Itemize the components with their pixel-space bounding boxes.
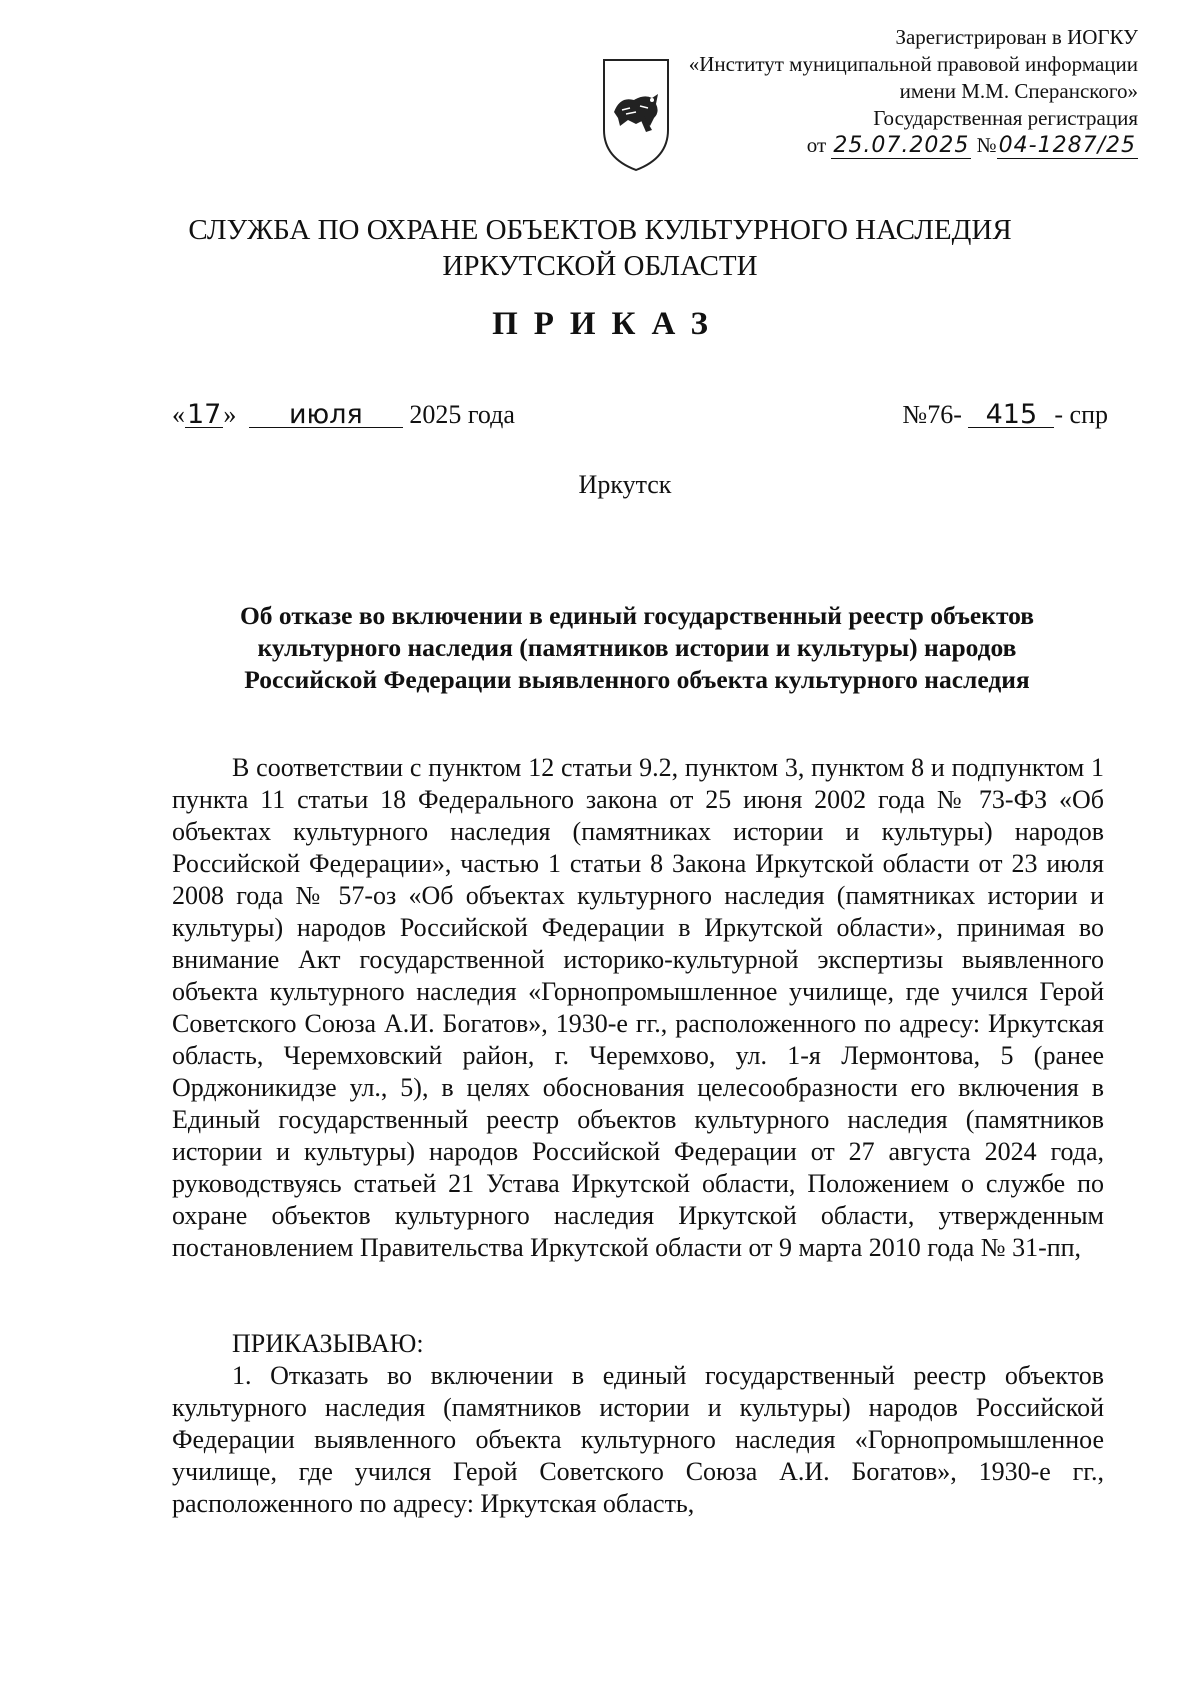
order-item-1: 1. Отказать во включении в единый государственный реестр объектов культурного наследия (памятников истории и культуры) народов Российской Федерации выявленного объекта культурного наследия «Горнопромышленное училище, где учился Герой Советского Союза А.И. Богатов», 1930-е гг., расположенного по адресу: Иркутская область, <box>172 1361 1104 1518</box>
registration-date-line <box>618 132 1138 159</box>
date-open-quote: « <box>172 400 185 429</box>
date-year: 2025 года <box>409 400 515 429</box>
registration-number-value: 04-1287/25 <box>998 133 1136 158</box>
registration-date-value: 25.07.2025 <box>833 133 970 158</box>
subject-line-3: Российской Федерации выявленного объекта культурного наследия <box>244 665 1030 694</box>
irkutsk-coat-of-arms-icon <box>600 54 672 174</box>
registration-line-1: Зарегистрирован в ИОГКУ <box>895 25 1138 49</box>
agency-name <box>0 212 1200 284</box>
number-suffix: - спр <box>1054 400 1108 429</box>
document-type: ПРИКАЗ <box>492 306 724 342</box>
order-date <box>172 400 515 430</box>
date-day: 17 <box>187 399 222 430</box>
agency-name-line-2: ИРКУТСКОЙ ОБЛАСТИ <box>442 250 758 282</box>
subject-line-2: культурного наследия (памятников истории и культуры) народов <box>257 633 1017 662</box>
subject-line-1: Об отказе во включении в единый государственный реестр объектов <box>239 601 1035 630</box>
registration-number-prefix: № <box>976 133 997 157</box>
date-close-quote: » <box>223 400 237 429</box>
order-directive: ПРИКАЗЫВАЮ: <box>232 1329 424 1358</box>
order-subject <box>172 600 1102 696</box>
registration-line-4: Государственная регистрация <box>873 106 1138 130</box>
number-value: 415 <box>968 403 1054 428</box>
registration-line-2: «Институт муниципальной правовой информации <box>688 52 1138 76</box>
registration-line-3: имени М.М. Сперанского» <box>899 79 1138 103</box>
date-month: июля <box>249 403 403 428</box>
agency-name-line-1: СЛУЖБА ПО ОХРАНЕ ОБЪЕКТОВ КУЛЬТУРНОГО НАСЛЕДИЯ <box>188 214 1012 246</box>
order-number <box>902 400 1108 430</box>
registration-date-prefix: от <box>806 133 827 157</box>
preamble-paragraph: В соответствии с пунктом 12 статьи 9.2, пунктом 3, пунктом 8 и подпунктом 1 пункта 11 статьи 18 Федерального закона от 25 июня 2002 года № 73-ФЗ «Об объектах культурного наследия (памятниках истории и культуры) народов Российской Федерации», частью 1 статьи 8 Закона Иркутской области от 23 июля 2008 года № 57-оз «Об объектах культурного наследия (памятниках истории и культуры) народов Российской Федерации в Иркутской области», принимая во внимание Акт государственной историко-культурной экспертизы выявленного объекта культурного наследия «Горнопромышленное училище, где учился Герой Советского Союза А.И. Богатов», 1930-е гг., расположенного по адресу: Иркутская область, Черемховский район, г. Черемхово, ул. 1-я Лермонтова, 5 (ранее Орджоникидзе ул., 5), в целях обоснования целесообразности его включения в Единый государственный реестр объектов культурного наследия (памятников истории и культуры) народов Российской Федерации от 27 августа 2024 года, руководствуясь статьей 21 Устава Иркутской области, Положением о службе по охране объектов культурного наследия Иркутской области, утвержденным постановлением Правительства Иркутской области от 9 марта 2010 года № 31-пп, <box>172 753 1104 1262</box>
city: Иркутск <box>578 470 672 499</box>
number-prefix: №76- <box>902 400 962 429</box>
registration-stamp <box>618 24 1138 159</box>
